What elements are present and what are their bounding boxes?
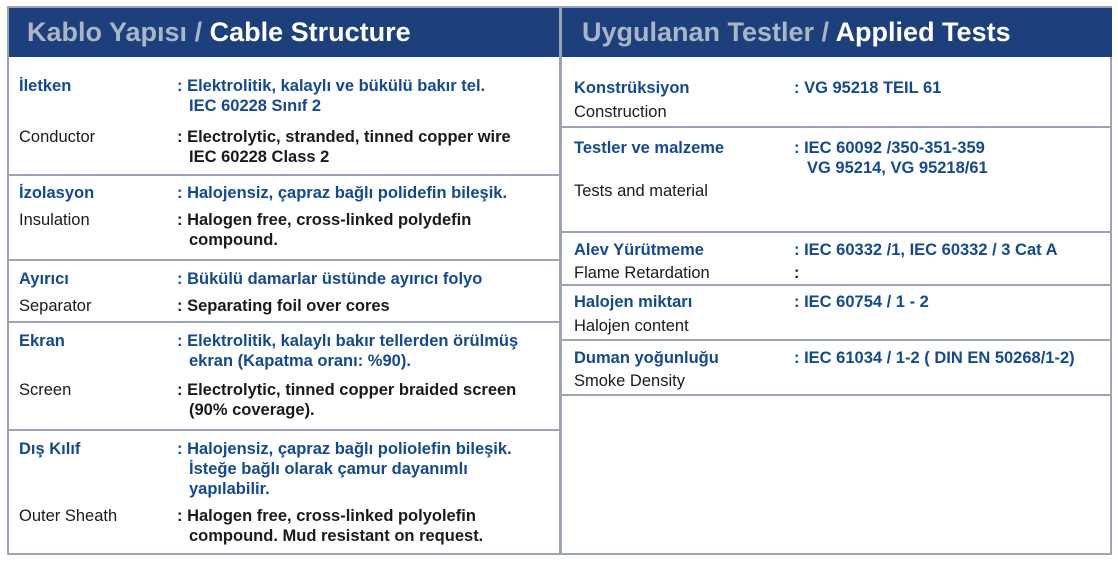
conductor-value-en-line2: IEC 60228 Class 2	[189, 148, 330, 166]
separator-value-tr-line1: : Bükülü damarlar üstünde ayırıcı folyo	[177, 270, 483, 288]
outer-sheath-value-tr-line2: İsteğe bağlı olarak çamur dayanımlı	[189, 460, 468, 478]
flame-retardation-value-tr: : IEC 60332 /1, IEC 60332 / 3 Cat A	[794, 241, 1058, 259]
row-divider	[9, 174, 559, 176]
cable-structure-header	[9, 8, 559, 57]
construction-label-en: Construction	[574, 103, 667, 121]
row-divider	[9, 259, 559, 261]
screen-value-en-line2: (90% coverage).	[189, 401, 315, 419]
tests-material-label-en: Tests and material	[574, 182, 708, 200]
screen-value-tr-line2: ekran (Kapatma oranı: %90).	[189, 352, 411, 370]
smoke-density-value-tr: : IEC 61034 / 1-2 ( DIN EN 50268/1-2)	[794, 349, 1075, 367]
insulation-value-tr-line1: : Halojensiz, çapraz bağlı polidefin bileşik.	[177, 184, 508, 202]
insulation-label-en: Insulation	[19, 211, 90, 229]
flame-retardation-label-en: Flame Retardation	[574, 264, 710, 282]
row-divider	[562, 339, 1112, 341]
separator-label-tr: Ayırıcı	[19, 270, 69, 288]
screen-label-en: Screen	[19, 381, 72, 399]
screen-value-en-line1: : Electrolytic, tinned copper braided screen	[177, 381, 517, 399]
row-divider	[562, 284, 1112, 286]
insulation-value-en-line2: compound.	[189, 231, 278, 249]
applied-tests-title-en: Applied Tests	[835, 17, 1011, 47]
screen-label-tr: Ekran	[19, 332, 65, 350]
separator-label-en: Separator	[19, 297, 92, 315]
row-divider	[562, 231, 1112, 233]
outer-sheath-value-en-line2: compound. Mud resistant on request.	[189, 527, 484, 545]
flame-retardation-label-tr: Alev Yürütmeme	[574, 241, 704, 259]
outer-sheath-value-tr-line3: yapılabilir.	[189, 480, 270, 498]
row-divider	[9, 321, 559, 323]
conductor-label-tr: İletken	[19, 77, 72, 95]
halogen-content-value-tr: : IEC 60754 / 1 - 2	[794, 293, 929, 311]
row-divider	[9, 429, 559, 431]
outer-sheath-label-en: Outer Sheath	[19, 507, 118, 525]
halogen-content-label-tr: Halojen miktarı	[574, 293, 693, 311]
smoke-density-label-en: Smoke Density	[574, 372, 685, 390]
row-divider	[562, 126, 1112, 128]
screen-value-tr-line1: : Elektrolitik, kalaylı bakır tellerden örülmüş	[177, 332, 519, 350]
tests-material-value-tr-line1: : IEC 60092 /350-351-359	[794, 139, 985, 157]
cable-structure-title-en: Cable Structure	[209, 17, 411, 47]
separator-value-en-line1: : Separating foil over cores	[177, 297, 390, 315]
column-divider	[559, 8, 562, 553]
tests-material-value-tr-line2: VG 95214, VG 95218/61	[807, 159, 988, 177]
row-divider	[562, 394, 1112, 396]
spec-sheet	[7, 6, 1112, 555]
conductor-value-tr-line1: : Elektrolitik, kalaylı ve bükülü bakır tel.	[177, 77, 486, 95]
outer-sheath-value-tr-line1: : Halojensiz, çapraz bağlı poliolefin bileşik.	[177, 440, 512, 458]
smoke-density-label-tr: Duman yoğunluğu	[574, 349, 719, 367]
halogen-content-label-en: Halojen content	[574, 317, 689, 335]
conductor-label-en: Conductor	[19, 128, 96, 146]
insulation-value-en-line1: : Halogen free, cross-linked polydefin	[177, 211, 472, 229]
applied-tests-header	[562, 8, 1112, 57]
applied-tests-title-tr: Uygulanan Testler /	[582, 17, 830, 47]
outer-sheath-label-tr: Dış Kılıf	[19, 440, 81, 458]
insulation-label-tr: İzolasyon	[19, 184, 95, 202]
conductor-value-tr-line2: IEC 60228 Sınıf 2	[189, 97, 322, 115]
conductor-value-en-line1: : Electrolytic, stranded, tinned copper wire	[177, 128, 511, 146]
outer-sheath-value-en-line1: : Halogen free, cross-linked polyolefin	[177, 507, 476, 525]
flame-retardation-value-en: :	[794, 264, 800, 282]
construction-value-tr: : VG 95218 TEIL 61	[794, 79, 942, 97]
construction-label-tr: Konstrüksiyon	[574, 79, 690, 97]
tests-material-label-tr: Testler ve malzeme	[574, 139, 725, 157]
cable-structure-title-tr: Kablo Yapısı /	[27, 17, 203, 47]
